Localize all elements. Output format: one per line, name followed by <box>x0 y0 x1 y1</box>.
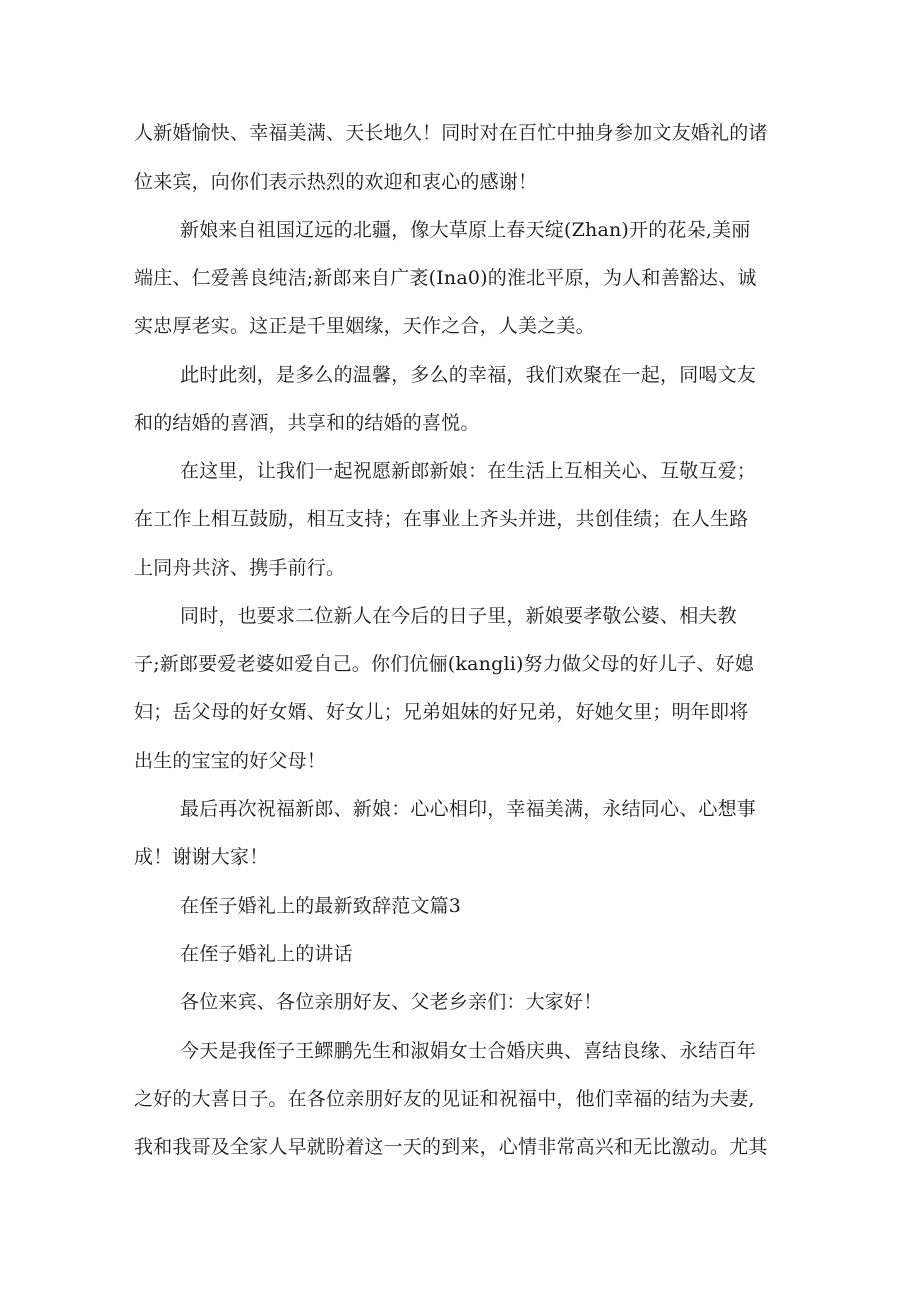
text-line: 上同舟共济、携手前行。 <box>134 557 346 579</box>
text-line: 子;新郎要爱老婆如爱自己。你们伉俪(kangli)努力做父母的好儿子、好媳 <box>134 653 755 675</box>
paragraph-first-line: 此时此刻，是多么的温馨，多么的幸福，我们欢聚在一起，同喝文友 <box>180 364 757 386</box>
text-line: 之好的大喜日子。在各位亲朋好友的见证和祝福中，他们幸福的结为夫妻, <box>134 1088 755 1110</box>
text-line: 成！谢谢大家！ <box>134 846 269 868</box>
paragraph-first-line: 新娘来自祖国辽远的北疆，像大草原上春天绽(Zhan)开的花朵,美丽 <box>180 219 751 241</box>
text-line: 人新婚愉快、幸福美满、天长地久！同时对在百忙中抽身参加文友婚礼的诸 <box>134 122 768 144</box>
paragraph-first-line: 最后再次祝福新郎、新娘：心心相印，幸福美满，永结同心、心想事 <box>180 798 757 820</box>
paragraph-first-line: 在这里，让我们一起祝愿新郎新娘：在生活上互相关心、互敬互爱； <box>180 460 757 482</box>
text-line: 我和我哥及全家人早就盼着这一天的到来，心情非常高兴和无比激动。尤其 <box>134 1136 768 1158</box>
text-line: 端庄、仁爱善良纯洁;新郎来自广袤(Ina0)的淮北平原，为人和善豁达、诚 <box>134 267 757 289</box>
text-line: 和的结婚的喜酒，共享和的结婚的喜悦。 <box>134 412 480 434</box>
paragraph-first-line: 同时，也要求二位新人在今后的日子里，新娘要孝敬公婆、相夫教 <box>180 605 737 627</box>
text-line: 妇；岳父母的好女婿、好女儿；兄弟姐妹的好兄弟，好她攵里；明年即将 <box>134 701 749 723</box>
text-line: 位来宾，向你们表示热烈的欢迎和衷心的感谢！ <box>134 171 538 193</box>
text-line: 出生的宝宝的好父母！ <box>134 750 327 772</box>
paragraph-first-line: 今天是我侄子王鳏鹏先生和淑娟女士合婚庆典、喜结良缘、永结百年 <box>180 1040 757 1062</box>
speech-title: 在侄子婚礼上的讲话 <box>180 943 353 965</box>
text-line: 在工作上相互鼓励，相互支持；在事业上齐头并进，共创佳绩；在人生路 <box>134 508 749 530</box>
salutation: 各位来宾、各位亲朋好友、父老乡亲们：大家好！ <box>180 991 603 1013</box>
section-heading: 在侄子婚礼上的最新致辞范文篇3 <box>180 895 462 917</box>
text-line: 实忠厚老实。这正是千里姻缘，天作之合，人美之美。 <box>134 315 595 337</box>
